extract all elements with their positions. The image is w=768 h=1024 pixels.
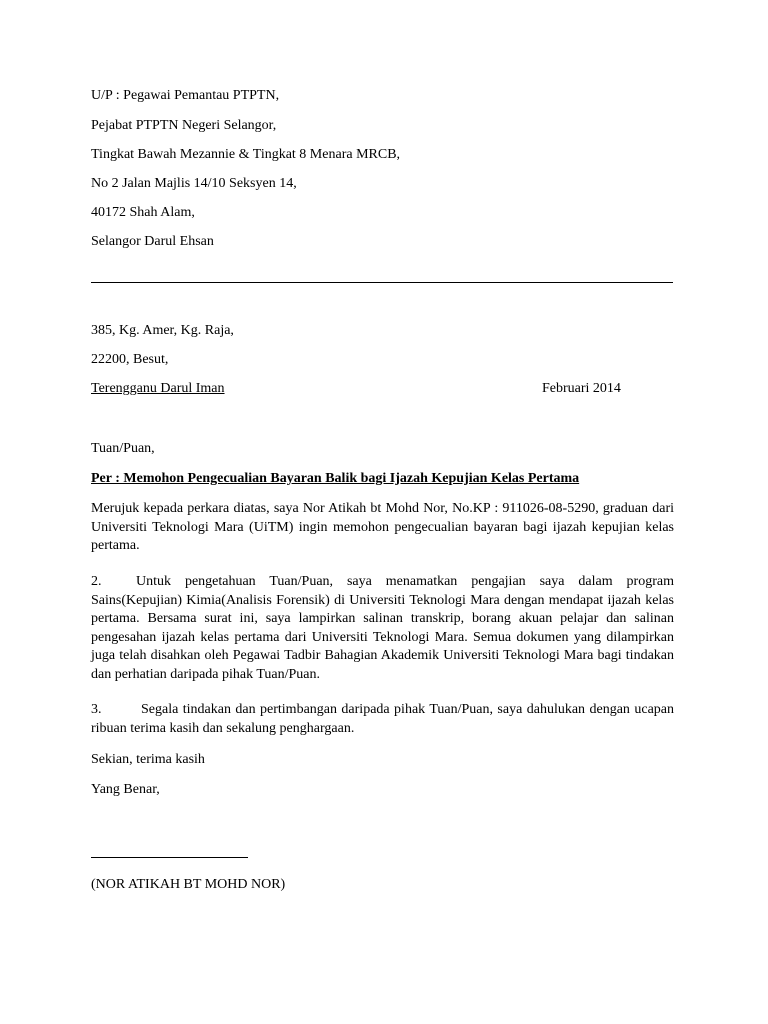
recipient-line-4: No 2 Jalan Majlis 14/10 Seksyen 14,: [91, 176, 297, 191]
recipient-line-1: U/P : Pegawai Pemantau PTPTN,: [91, 88, 280, 103]
recipient-line-3: Tingkat Bawah Mezannie & Tingkat 8 Menara MRCB,: [91, 147, 401, 162]
paragraph-3-text: Segala tindakan dan pertimbangan daripada pihak Tuan/Puan, saya dahulukan dengan ucapan ribuan terima kasih dan sekalung penghargaan.: [91, 702, 674, 736]
sender-line-2: 22200, Besut,: [91, 352, 169, 367]
signature-line: [91, 857, 248, 858]
separator-rule: [91, 282, 673, 283]
sender-line-3: Terengganu Darul Iman: [91, 381, 225, 396]
signatory-name: (NOR ATIKAH BT MOHD NOR): [91, 877, 286, 892]
paragraph-2-text: Untuk pengetahuan Tuan/Puan, saya menamatkan pengajian saya dalam program Sains(Kepujian) Kimia(Analisis Forensik) di Universiti Teknologi Mara dengan mendapat ijazah kelas pertama. Bersama surat ini, saya lampirkan salinan transkrip, borang akuan pelajar dan salinan pengesahan ijazah kelas pertama dari Universiti Teknologi Mara. Semua dokumen yang dilampirkan juga telah disahkan oleh Pegawai Tadbir Bahagian Akademik Universiti Teknologi Mara bagi tindakan dan perhatian daripada pihak Tuan/Puan.: [91, 574, 674, 682]
subject-line: Per : Memohon Pengecualian Bayaran Balik bagi Ijazah Kepujian Kelas Pertama: [91, 471, 580, 486]
recipient-line-5: 40172 Shah Alam,: [91, 205, 195, 220]
closing-line-1: Sekian, terima kasih: [91, 752, 205, 767]
paragraph-3-number: 3.: [91, 702, 102, 717]
paragraph-3: [91, 701, 674, 738]
closing-line-2: Yang Benar,: [91, 782, 160, 797]
paragraph-2: [91, 573, 674, 685]
recipient-line-6: Selangor Darul Ehsan: [91, 234, 214, 249]
paragraph-2-number: 2.: [91, 574, 102, 589]
sender-line-1: 385, Kg. Amer, Kg. Raja,: [91, 323, 234, 338]
salutation: Tuan/Puan,: [91, 441, 155, 456]
paragraph-1: Merujuk kepada perkara diatas, saya Nor Atikah bt Mohd Nor, No.KP : 911026-08-5290, graduan dari Universiti Teknologi Mara (UiTM) ingin memohon pengecualian bayaran bagi ijazah kepujian kelas pertama.: [91, 501, 674, 554]
recipient-line-2: Pejabat PTPTN Negeri Selangor,: [91, 118, 277, 133]
letter-date: Februari 2014: [542, 381, 621, 396]
